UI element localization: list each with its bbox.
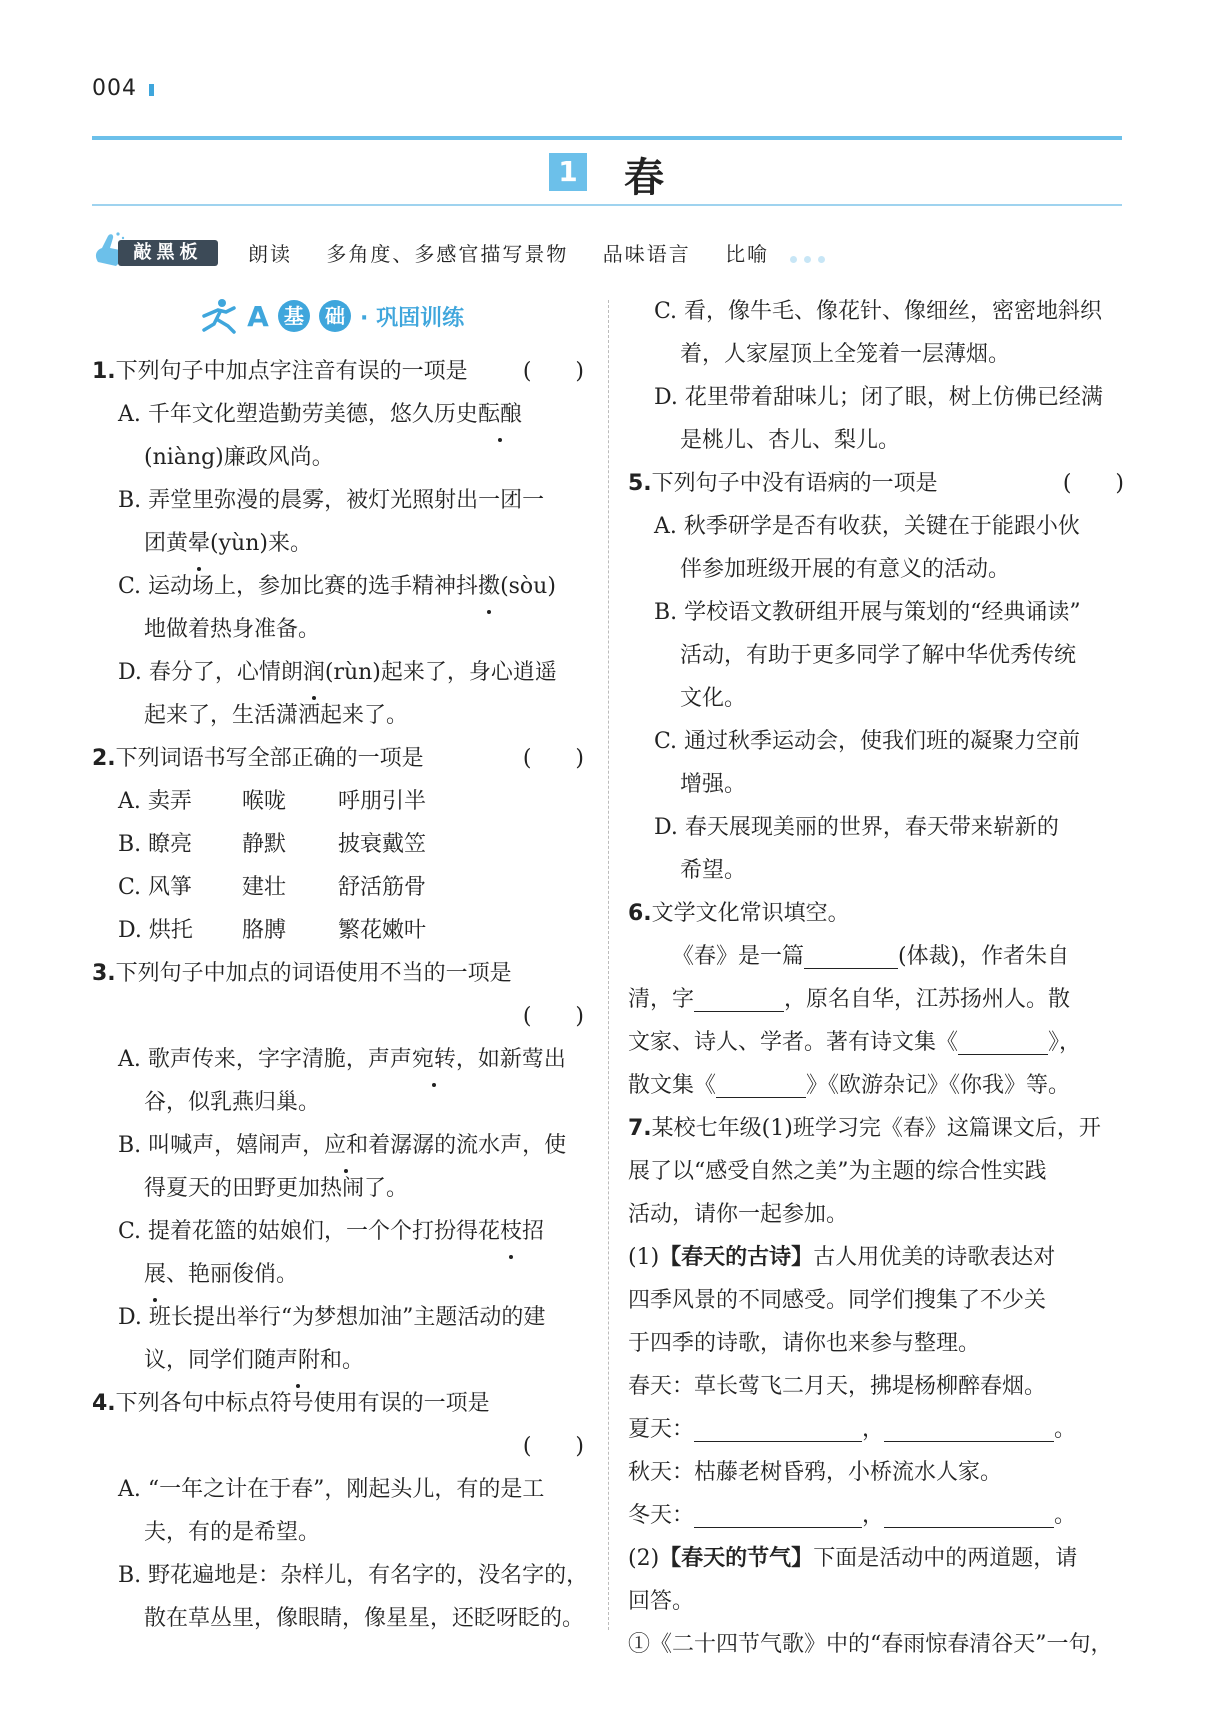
- section-pill-2: 础: [319, 300, 351, 332]
- fill-blank[interactable]: [694, 1499, 862, 1528]
- runner-icon: [200, 298, 238, 334]
- poem-winter: 冬天： ， 。: [628, 1494, 1124, 1537]
- poem-spring: 春天：草长莺飞二月天，拂堤杨柳醉春烟。: [628, 1374, 1047, 1399]
- board-keywords: [248, 238, 795, 267]
- option-a: A. 秋季研学是否有收获，关键在于能跟小伙: [654, 514, 1080, 539]
- right-column: [628, 290, 1124, 1666]
- keyword: 朗读: [248, 242, 292, 266]
- header-rule-bottom: [92, 204, 1122, 206]
- option-d: D. 班长提出举行“为梦想加油”主题活动的建: [118, 1305, 546, 1330]
- question-4: 4.下列各句中标点符号使用有误的一项是 ( ) A. “一年之计在于春”，刚起头儿，有的是工 夫，有的是希望。 B. 野花遍地是：杂样儿，有名字的，没名字的， 散在草丛里，像眼睛，像星星，还眨呀眨的。: [92, 1391, 589, 1631]
- option-b: B. 学校语文教研组开展与策划的“经典诵读”: [654, 600, 1081, 625]
- subtask-title: 【春天的节气】: [659, 1546, 814, 1571]
- option-b: B. 弄堂里弥漫的晨雾，被灯光照射出一团一: [118, 488, 545, 513]
- section-subtitle: · 巩固训练: [360, 305, 465, 331]
- section-letter: A: [247, 299, 269, 333]
- decorative-dots: [790, 248, 832, 267]
- option-b: B. 叫喊声，嬉闹声，应和着潺潺的流水声，使: [118, 1124, 584, 1167]
- fill-blank[interactable]: [694, 1413, 862, 1442]
- question-2: 2.下列词语书写全部正确的一项是 ( ) A. 卖弄 喉咙 呼朋引半 B. 瞭亮 静默 披衰戴笠 C. 风箏 建壮 舒活筋骨 D. 烘托 胳膊 繁花嫩叶: [92, 737, 584, 952]
- option-c: C. 看，像牛毛、像花针、像细丝，密密地斜织: [654, 299, 1103, 324]
- question-4-continued: C. 看，像牛毛、像花针、像细丝，密密地斜织 着，人家屋顶上全笼着一层薄烟。 D. 花里带着甜味儿；闭了眼，树上仿佛已经满 是桃儿、杏儿、梨儿。: [628, 290, 1124, 462]
- keyword: 比喻: [725, 242, 770, 266]
- option-a: A. “一年之计在于春”，刚起头儿，有的是工: [118, 1477, 545, 1502]
- option-d: D. 花里带着甜味儿；闭了眼，树上仿佛已经满: [654, 385, 1103, 410]
- fill-blank[interactable]: [804, 940, 898, 969]
- fill-blank[interactable]: [884, 1413, 1054, 1442]
- question-stem: 文学文化常识填空。: [651, 901, 850, 926]
- keyword: 多角度、多感官描写景物: [326, 242, 569, 266]
- fill-blank[interactable]: [958, 1026, 1048, 1055]
- left-column: [92, 350, 589, 1640]
- answer-paren: ( ): [1062, 471, 1124, 496]
- column-divider: [608, 300, 609, 1630]
- section-heading: [200, 298, 464, 338]
- poem-summer: 夏天： ， 。: [628, 1408, 1124, 1451]
- answer-paren: ( ): [522, 1004, 584, 1029]
- lesson-title: 春: [624, 154, 664, 201]
- option-d: D. 春天展现美丽的世界，春天带来崭新的: [654, 815, 1059, 840]
- question-stem: 下列词语书写全部正确的一项是: [115, 746, 424, 771]
- option-d: D. 烘托 胳膊 繁花嫩叶: [118, 918, 427, 943]
- fill-blank[interactable]: [716, 1069, 806, 1098]
- option-c: C. 风箏 建壮 舒活筋骨: [118, 875, 427, 900]
- section-pill-1: 基: [278, 300, 310, 332]
- question-stem: 下列句子中加点字注音有误的一项是: [115, 359, 468, 384]
- page-number: 004: [92, 76, 137, 101]
- option-c: C. 通过秋季运动会，使我们班的凝聚力空前: [654, 729, 1081, 754]
- question-5: 5.下列句子中没有语病的一项是 ( ) A. 秋季研学是否有收获，关键在于能跟小伙 伴参加班级开展的有意义的活动。 B. 学校语文教研组开展与策划的“经典诵读” 活动，有助于更多同学了解中华优秀传统 文化。 C. 通过秋季运动会，使我们班的凝聚力空前 增强。 D. 春天展现美丽的世界，春天带来崭新的 希望。: [628, 462, 1124, 892]
- fill-blank[interactable]: [884, 1499, 1054, 1528]
- question-7: 7.某校七年级(1)班学习完《春》这篇课文后，开 展了以“感受自然之美”为主题的综合性实践 活动，请你一起参加。 (1)【春天的古诗】古人用优美的诗歌表达对 四季风景的不同感受。同学们搜集了不少关 于四季的诗歌，请你也来参与整理。 春天：草长莺飞二月天，拂堤杨柳醉春烟。 夏天： ， 。 秋天：枯藤老树昏鸦，小桥流水人家。 冬天： ， 。 (2)【春天的节气】下面是活动中的两道题，请 回答。 ①《二十四节气歌》中的“春雨惊春清谷天”一句，: [628, 1107, 1124, 1666]
- subtask-title: 【春天的古诗】: [659, 1245, 814, 1270]
- option-c: C. 提着花篮的姑娘们，一个个打扮得花枝招: [118, 1210, 584, 1253]
- answer-paren: ( ): [522, 1434, 584, 1459]
- option-c: C. 运动场上，参加比赛的选手精神抖擞(sòu): [118, 565, 584, 608]
- board-label: 敲黑板: [118, 240, 218, 266]
- lesson-number-badge: 1: [549, 153, 587, 191]
- question-stem: 下列句子中加点的词语使用不当的一项是: [115, 961, 512, 986]
- option-b: B. 瞭亮 静默 披衰戴笠: [118, 832, 427, 857]
- question-1: 1.下列句子中加点字注音有误的一项是 ( ) A. 千年文化塑造勤劳美德，悠久历史酝酿 (niàng)廉政风尚。 B. 弄堂里弥漫的晨雾，被灯光照射出一团一 团黄晕(yùn)来。 C. 运动场上，参加比赛的选手精神抖擞(sòu) 地做着热身准备。 D. 春分了，心情朗润(rùn)起来了，身心逍遥 起来了，生活潇洒起来了。: [92, 350, 584, 737]
- answer-paren: ( ): [522, 359, 584, 384]
- option-a: A. 歌声传来，字字清脆，声声宛转，如新莺出: [118, 1038, 584, 1081]
- fill-blank[interactable]: [694, 983, 784, 1012]
- question-3: 3.下列句子中加点的词语使用不当的一项是 ( ) A. 歌声传来，字字清脆，声声宛转，如新莺出 谷，似乳燕归巢。 B. 叫喊声，嬉闹声，应和着潺潺的流水声，使 得夏天的田野更加热闹了。 C. 提着花篮的姑娘们，一个个打扮得花枝招 展、艳丽俊俏。 D. 班长提出举行“为梦想加油”主题活动的建 议，同学们随声附和。: [92, 952, 584, 1382]
- option-d: D. 春分了，心情朗润(rùn)起来了，身心逍遥: [118, 651, 584, 694]
- question-stem: 下列句子中没有语病的一项是: [651, 471, 938, 496]
- poem-autumn: 秋天：枯藤老树昏鸦，小桥流水人家。: [628, 1460, 1003, 1485]
- option-a: A. 卖弄 喉咙 呼朋引半: [118, 789, 427, 814]
- option-b: B. 野花遍地是：杂样儿，有名字的，没名字的，: [118, 1563, 589, 1588]
- answer-paren: ( ): [522, 746, 584, 771]
- keyword: 品味语言: [602, 242, 691, 266]
- header-rule-top: [92, 136, 1122, 140]
- option-a: A. 千年文化塑造勤劳美德，悠久历史酝酿: [118, 393, 584, 436]
- question-6: 6.文学文化常识填空。 《春》是一篇 (体裁)，作者朱自 清，字 ，原名自华，江苏扬州人。散 文家、诗人、学者。著有诗文集《 》， 散文集《 》《欧游杂记》《你我》等。: [628, 901, 1082, 1098]
- question-stem: 下列各句中标点符号使用有误的一项是: [115, 1391, 490, 1416]
- page-number-mark: [149, 84, 154, 96]
